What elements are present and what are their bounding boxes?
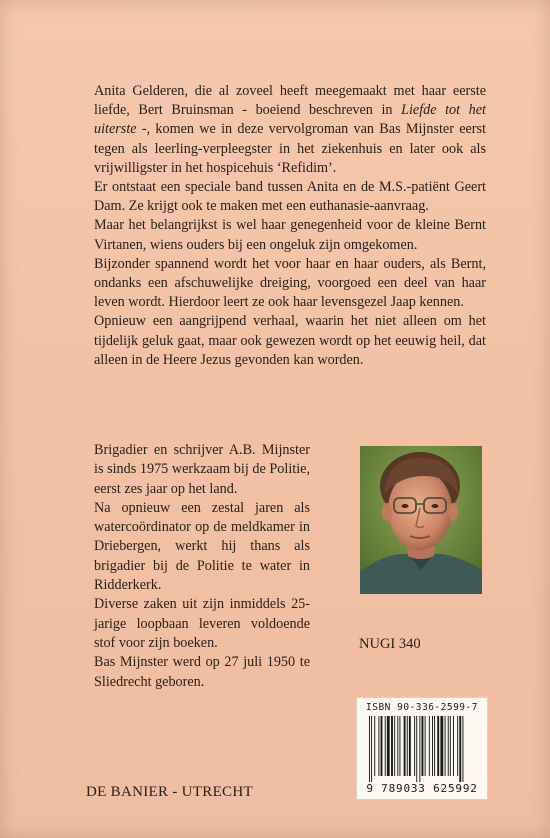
ean-number: 9 789033 625992 <box>366 782 478 795</box>
barcode-bars <box>369 716 485 782</box>
blurb-paragraph-5: Opnieuw een aangrijpend verhaal, waarin het niet alleen om het tijdelijk geluk gaat, maar ook gewezen wordt op het eeuwig heil, dat alleen in de Heere Jezus gevonden kan worden. <box>94 313 486 368</box>
nugi-code: NUGI 340 <box>359 636 421 652</box>
bio-paragraph-2: Na opnieuw een zestal jaren als watercoördinator op de meldkamer in Driebergen, werkt hij thans als brigadier bij de Politie te water in Ridderkerk. <box>94 499 310 594</box>
blurb-paragraph-3: Maar het belangrijkst is wel haar genegenheid voor de kleine Bernt Virtanen, wiens ouders bij een ongeluk zijn omgekomen. <box>94 217 486 253</box>
author-bio <box>94 441 310 692</box>
bio-paragraph-1: Brigadier en schrijver A.B. Mijnster is sinds 1975 werkzaam bij de Politie, eerst zes jaar op het land. <box>94 442 310 497</box>
book-blurb <box>94 82 486 370</box>
blurb-text: -, komen we in deze vervolgroman van Bas Mijnster eerst tegen als leerling-verpleegster in het ziekenhuis en later ook als vrijwilligster in het hospicehuis ‘Refidim’. <box>94 121 486 176</box>
blurb-paragraph-4: Bijzonder spannend wordt het voor haar en haar ouders, als Bernt, ondanks een afschuwelijke dreiging, voorgoed een deel van haar leven wordt. Hierdoor leert ze ook haar levensgezel Jaap kennen. <box>94 255 486 311</box>
blurb-paragraph-2: Er ontstaat een speciale band tussen Anita en de M.S.-patiënt Geert Dam. Ze krijgt ook te maken met een euthanasie-aanvraag. <box>94 179 486 215</box>
referenced-book-title: Liefde tot het uiterste <box>94 102 486 138</box>
publisher-imprint: DE BANIER - UTRECHT <box>86 784 253 800</box>
blurb-text: Anita Gelderen, die al zoveel heeft meegemaakt met haar eerste liefde, Bert Bruinsman - boeiend beschreven in <box>94 83 486 119</box>
isbn-number: ISBN 90-336-2599-7 <box>366 702 478 713</box>
author-portrait-image <box>360 446 482 594</box>
bio-paragraph-3: Diverse zaken uit zijn inmiddels 25-jarige loopbaan leveren voldoende stof voor zijn boeken. <box>94 596 310 651</box>
author-photo <box>360 446 482 594</box>
barcode-label <box>356 697 488 800</box>
blurb-paragraph-1 <box>94 82 486 178</box>
bio-paragraph-4: Bas Mijnster werd op 27 juli 1950 te Sliedrecht geboren. <box>94 654 310 690</box>
